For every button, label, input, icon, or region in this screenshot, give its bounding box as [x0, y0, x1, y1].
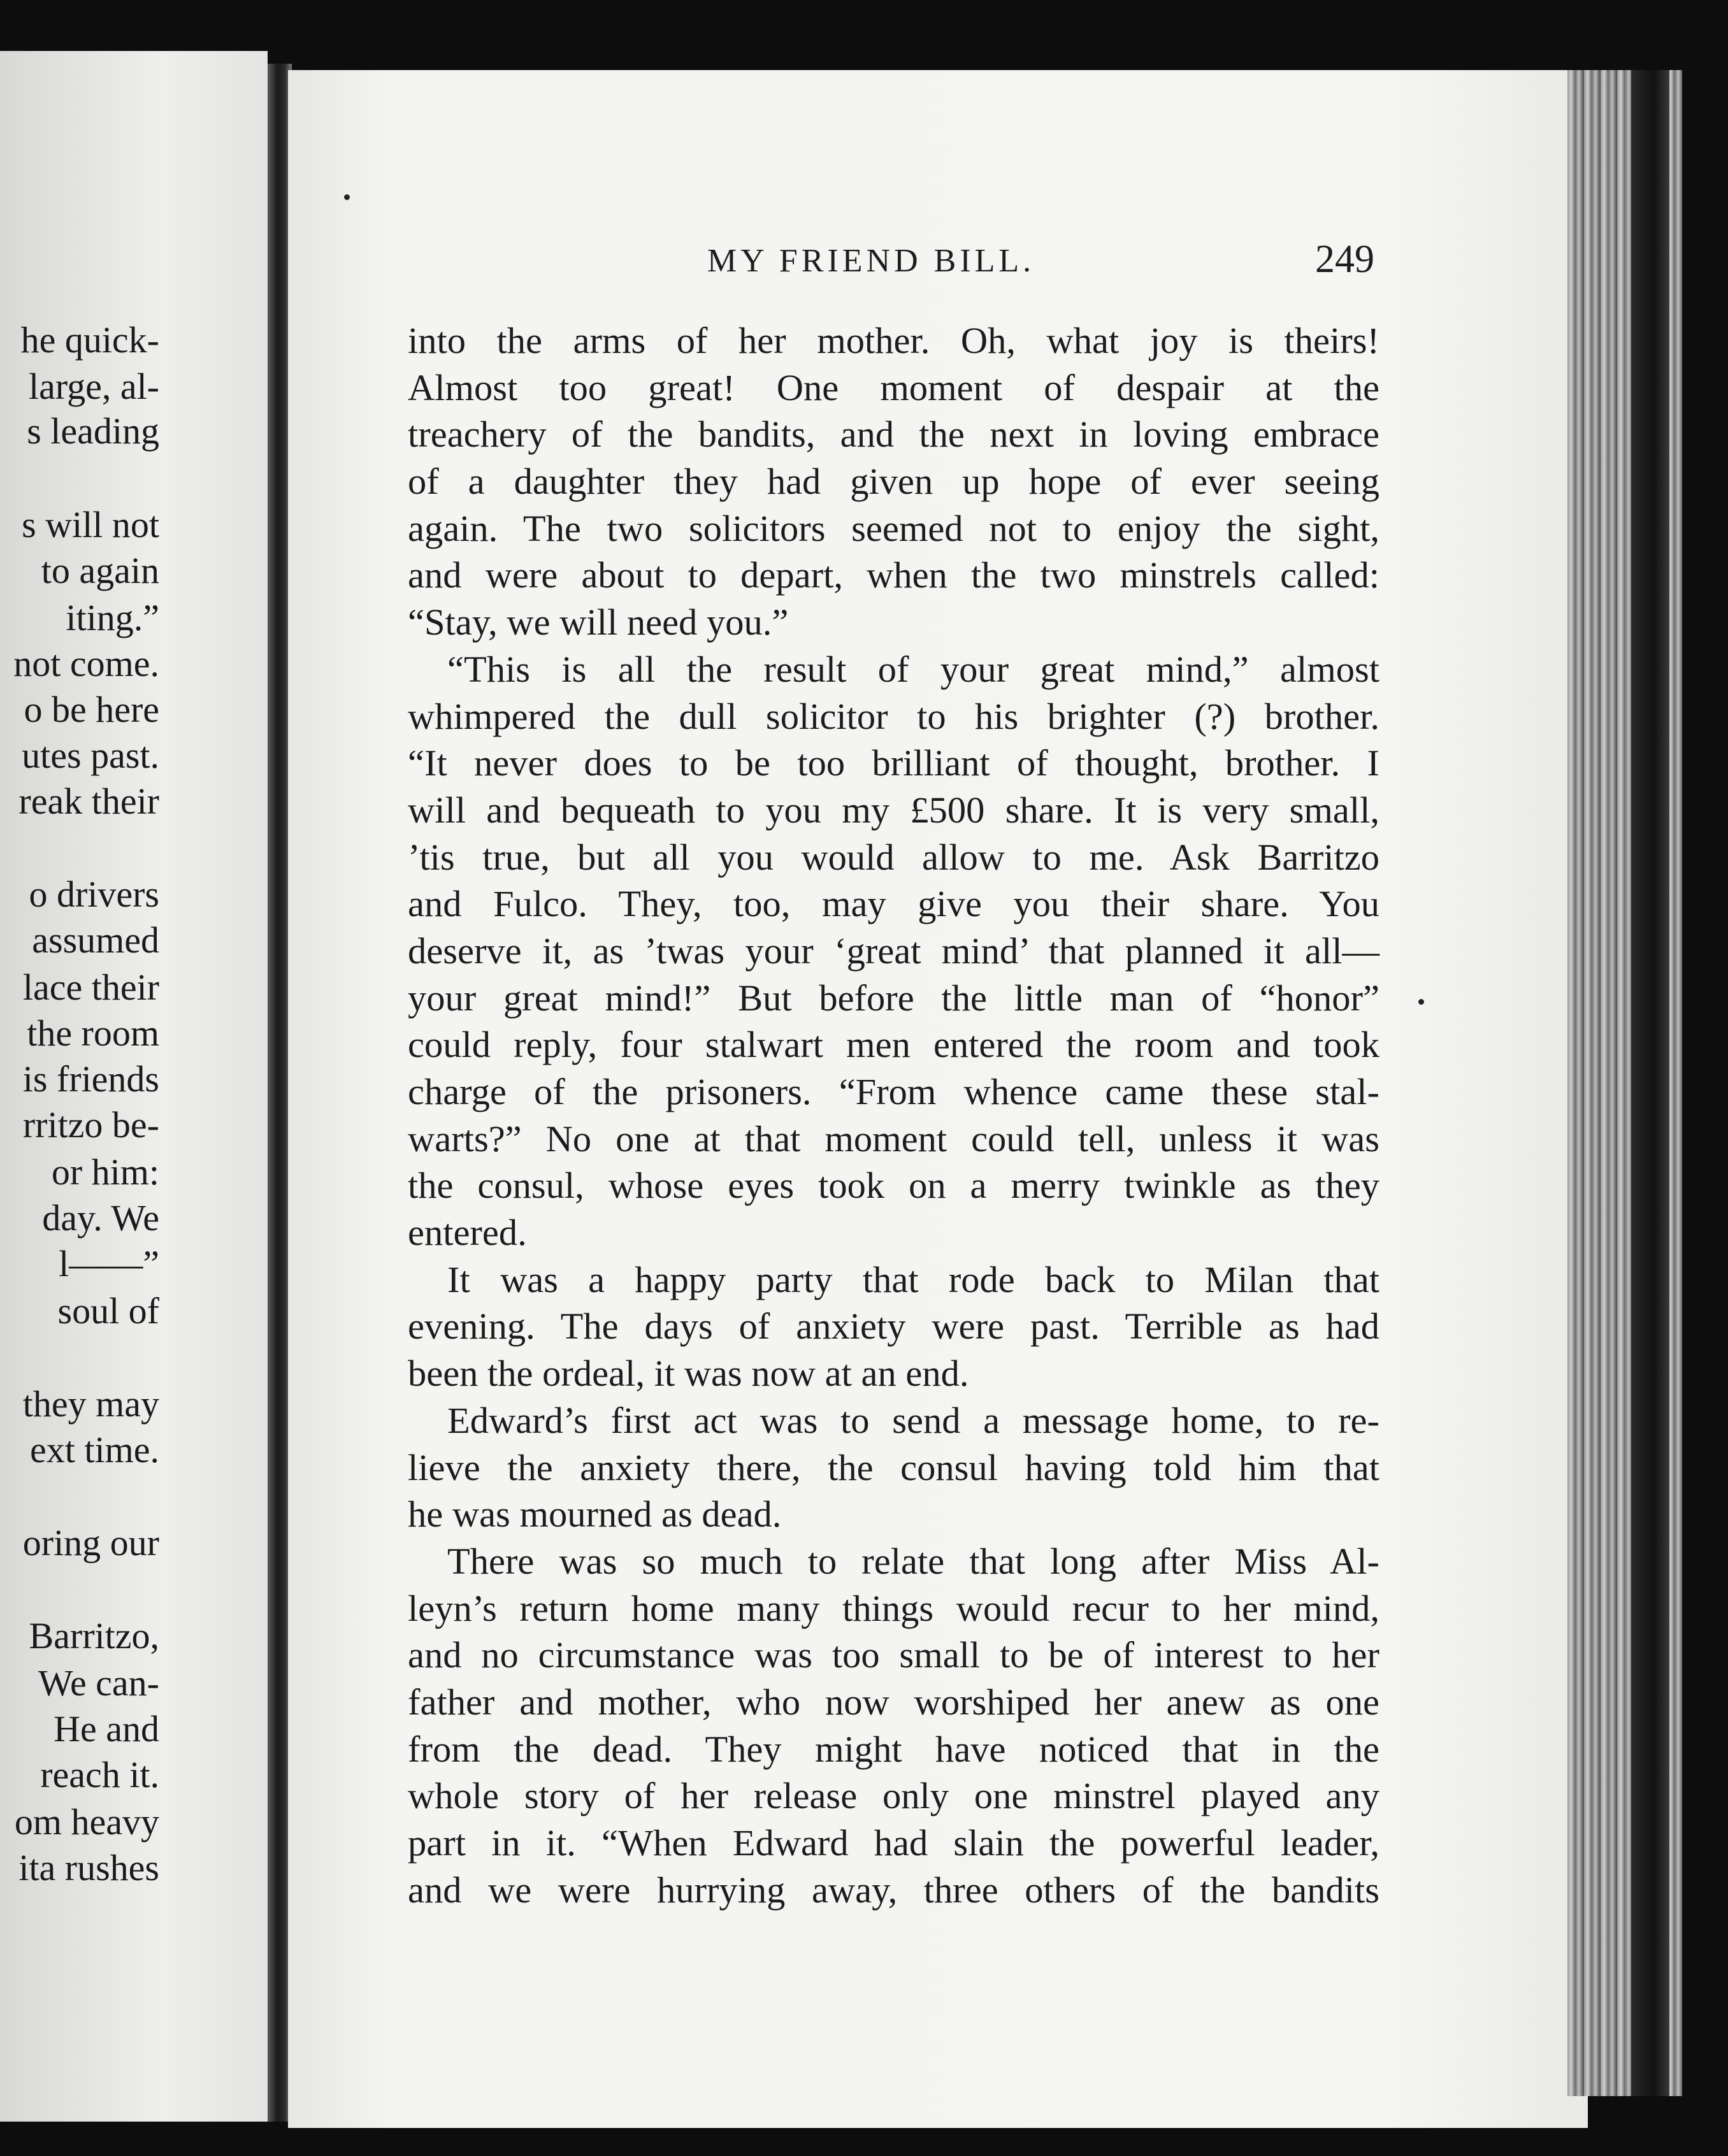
text-line: father and mother, who now worshiped her anew as one	[408, 1681, 1379, 1723]
text-line: from the dead. They might have noticed that in the	[408, 1728, 1379, 1770]
left-page-line: s will not	[22, 504, 159, 545]
left-page-line: ext time.	[30, 1429, 159, 1470]
text-line: Edward’s first act was to send a message home, to re-	[447, 1399, 1379, 1441]
text-line: the consul, whose eyes took on a merry twinkle as they	[408, 1165, 1379, 1207]
text-line: whole story of her release only one minstrel played any	[408, 1775, 1379, 1817]
left-page-line: to again	[41, 550, 159, 591]
text-line: “This is all the result of your great mind,” almost	[447, 648, 1379, 690]
left-facing-page	[0, 51, 268, 2122]
text-line: and we were hurrying away, three others of the bandits	[408, 1869, 1379, 1911]
text-line: entered.	[408, 1212, 527, 1254]
left-page-line: day. We	[42, 1197, 159, 1239]
left-page-line: or him:	[51, 1151, 159, 1193]
text-line: will and bequeath to you my £500 share. It is very small,	[408, 789, 1379, 831]
left-page-line: ita rushes	[18, 1847, 159, 1888]
text-line: and Fulco. They, too, may give you their share. You	[408, 883, 1379, 925]
left-page-line: he quick-	[20, 319, 159, 361]
left-page-line: utes past.	[22, 735, 159, 776]
left-page-line: Barritzo,	[29, 1615, 159, 1657]
text-line: your great mind!” But before the little man of “honor”	[408, 977, 1379, 1019]
text-line: It was a happy party that rode back to Milan that	[447, 1258, 1379, 1300]
left-page-line: om heavy	[14, 1801, 159, 1843]
text-line: There was so much to relate that long after Miss Al-	[447, 1540, 1379, 1582]
left-page-line: iting.”	[66, 597, 159, 638]
stray-mark	[1418, 999, 1424, 1005]
running-head: MY FRIEND BILL.	[707, 243, 1035, 279]
text-line: “Stay, we will need you.”	[408, 601, 789, 643]
left-page-line: reak their	[18, 780, 159, 822]
text-line: whimpered the dull solicitor to his brighter (?) brother.	[408, 695, 1379, 737]
left-page-line: reach it.	[40, 1754, 159, 1795]
body-text	[408, 317, 1379, 1913]
book-cover-edge	[1631, 70, 1669, 2096]
left-page-line: o be here	[24, 689, 159, 730]
left-page-line: the room	[27, 1012, 159, 1054]
left-page-line: oring our	[22, 1522, 159, 1563]
text-line: could reply, four stalwart men entered the room and took	[408, 1024, 1379, 1066]
text-line: treachery of the bandits, and the next in loving embrace	[408, 413, 1379, 456]
left-page-line: He and	[54, 1708, 159, 1750]
text-line: and were about to depart, when the two minstrels called:	[408, 554, 1379, 596]
text-line: he was mourned as dead.	[408, 1493, 782, 1535]
text-line: “It never does to be too brilliant of thought, brother. I	[408, 742, 1379, 784]
text-line: Almost too great! One moment of despair at the	[408, 366, 1379, 408]
left-page-line: large, al-	[28, 366, 159, 407]
left-page-line: assumed	[32, 919, 159, 961]
page-number: 249	[1315, 238, 1374, 281]
left-page-line: not come.	[13, 643, 159, 684]
text-line: warts?” No one at that moment could tell, unless it was	[408, 1118, 1379, 1160]
left-page-line: We can-	[38, 1662, 159, 1704]
left-page-line: lace their	[22, 967, 159, 1008]
left-page-line: is friends	[22, 1058, 159, 1100]
text-line: of a daughter they had given up hope of ever seeing	[408, 461, 1379, 503]
text-line: charge of the prisoners. “From whence came these stal-	[408, 1071, 1379, 1112]
left-page-line: o drivers	[29, 873, 159, 915]
stray-mark	[344, 194, 350, 200]
text-line: part in it. “When Edward had slain the powerful leader,	[408, 1822, 1379, 1864]
left-page-line: l——”	[59, 1243, 159, 1284]
left-page-line: soul of	[57, 1290, 159, 1332]
text-line: evening. The days of anxiety were past. Terrible as had	[408, 1305, 1379, 1348]
text-line: into the arms of her mother. Oh, what joy is theirs!	[408, 320, 1379, 361]
text-line: again. The two solicitors seemed not to enjoy the sight,	[408, 507, 1379, 549]
text-line: been the ordeal, it was now at an end.	[408, 1353, 969, 1395]
left-page-line: rritzo be-	[22, 1104, 159, 1146]
text-line: deserve it, as ’twas your ‘great mind’ that planned it all—	[408, 930, 1379, 972]
left-page-line: they may	[22, 1383, 159, 1425]
left-page-line: s leading	[27, 410, 159, 452]
text-line: leyn’s return home many things would recur to her mind,	[408, 1587, 1379, 1629]
text-line: ’tis true, but all you would allow to me. Ask Barritzo	[408, 836, 1379, 878]
text-line: and no circumstance was too small to be of interest to her	[408, 1634, 1379, 1676]
text-line: lieve the anxiety there, the consul having told him that	[408, 1446, 1379, 1488]
